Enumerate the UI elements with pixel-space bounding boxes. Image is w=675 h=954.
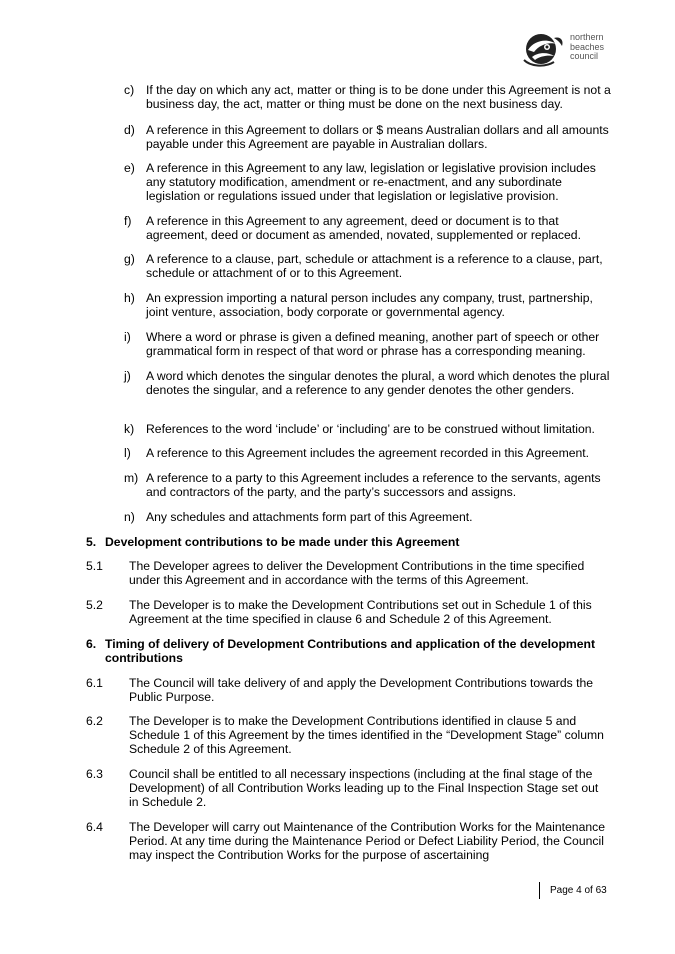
- council-logo-icon: [520, 30, 566, 68]
- clause: [86, 559, 616, 589]
- list-item-text: If the day on which any act, matter or thing is to be done under this Agreement is not a business day, the act, matter or thing must be done on the next business day.: [146, 83, 611, 112]
- list-item-text: A reference to this Agreement includes the agreement recorded in this Agreement.: [146, 446, 590, 460]
- section-title: Timing of delivery of Development Contributions and application of the development contributions: [105, 637, 596, 666]
- logo-line: beaches: [570, 41, 605, 52]
- list-item: [124, 330, 614, 360]
- clause-text: Council shall be entitled to all necessary inspections (including at the final stage of the Development) of all Contribution Works leading up to the Final Inspection Stage set out in Schedule 2.: [129, 767, 599, 810]
- clause: [86, 767, 616, 811]
- clause-text: The Developer is to make the Development Contributions identified in clause 5 and Schedule 1 of this Agreement by the times identified in the “Development Stage” column Schedule 2 of this Agreement.: [129, 714, 604, 757]
- clause-number: 5.2: [86, 598, 103, 612]
- footer-divider: [539, 882, 540, 899]
- list-item: [124, 123, 614, 153]
- list-item-marker: f): [124, 214, 132, 228]
- clause-text: The Council will take delivery of and apply the Development Contributions towards the Public Purpose.: [129, 676, 594, 705]
- list-item-marker: m): [124, 471, 139, 485]
- section-heading: [86, 535, 616, 551]
- list-item: [124, 161, 614, 205]
- list-item-marker: n): [124, 510, 135, 524]
- list-item-marker: e): [124, 161, 135, 175]
- list-item-marker: k): [124, 422, 135, 436]
- clause: [86, 820, 616, 864]
- section-heading: [86, 637, 616, 667]
- clause-text: The Developer agrees to deliver the Development Contributions in the time specified under this Agreement and in accordance with the terms of this Agreement.: [129, 559, 585, 588]
- clause: [86, 714, 616, 758]
- list-item: [124, 446, 614, 462]
- list-item-text: A reference in this Agreement to dollars or $ means Australian dollars and all amounts payable under this Agreement are payable in Australian dollars.: [146, 123, 609, 152]
- list-item-marker: j): [124, 369, 131, 383]
- list-item: [124, 510, 614, 526]
- list-item: [124, 422, 614, 438]
- list-item-text: Any schedules and attachments form part of this Agreement.: [146, 510, 473, 524]
- logo-line: northern: [570, 32, 604, 42]
- list-item-text: A reference to a party to this Agreement includes a reference to the servants, agents and contractors of the party, and the party’s successors and assigns.: [146, 471, 601, 500]
- list-item-marker: d): [124, 123, 135, 137]
- logo-text: [570, 33, 604, 62]
- logo-line: council: [570, 51, 599, 61]
- list-item: [124, 369, 614, 413]
- list-item-marker: h): [124, 291, 135, 305]
- clause-number: 6.3: [86, 767, 103, 781]
- list-item: [124, 252, 614, 282]
- list-item-text: A reference in this Agreement to any law, legislation or legislative provision includes any statutory modification, amendment or re-enactment, and any subordinate legislation or regulations issued under that legislation or legislative provision.: [146, 161, 596, 204]
- section-number: 5.: [86, 535, 97, 549]
- list-item-text: A word which denotes the singular denotes the plural, a word which denotes the plural denotes the singular, and a reference to any gender denotes the other genders.: [146, 369, 610, 398]
- council-logo: [520, 30, 640, 70]
- clause-text: The Developer is to make the Development Contributions set out in Schedule 1 of this Agreement at the time specified in clause 6 and Schedule 2 of this Agreement.: [129, 598, 592, 627]
- list-item-text: Where a word or phrase is given a defined meaning, another part of speech or other grammatical form in respect of that word or phrase has a corresponding meaning.: [146, 330, 600, 359]
- list-item-marker: i): [124, 330, 131, 344]
- clause-number: 6.4: [86, 820, 103, 834]
- list-item-text: An expression importing a natural person includes any company, trust, partnership, joint venture, association, body corporate or governmental agency.: [146, 291, 593, 320]
- clause: [86, 598, 616, 628]
- clause-text: The Developer will carry out Maintenance of the Contribution Works for the Maintenance Period. At any time during the Maintenance Period or Defect Liability Period, the Council may inspect the Contribution Works for the purpose of ascertaining: [129, 820, 606, 863]
- clause-number: 5.1: [86, 559, 103, 573]
- list-item: [124, 83, 614, 113]
- section-title: Development contributions to be made under this Agreement: [105, 535, 460, 549]
- list-item-marker: g): [124, 252, 135, 266]
- list-item-text: A reference to a clause, part, schedule or attachment is a reference to a clause, part, schedule or attachment of or to this Agreement.: [146, 252, 603, 281]
- list-item-text: References to the word ‘include’ or ‘including’ are to be construed without limitation.: [146, 422, 595, 436]
- clause-number: 6.2: [86, 714, 103, 728]
- list-item-text: A reference in this Agreement to any agreement, deed or document is to that agreement, deed or document as amended, novated, supplemented or replaced.: [146, 214, 581, 243]
- page-number: Page 4 of 63: [550, 885, 607, 896]
- list-item: [124, 471, 614, 501]
- list-item: [124, 214, 614, 244]
- clause-number: 6.1: [86, 676, 103, 690]
- clause: [86, 676, 616, 706]
- list-item: [124, 291, 614, 321]
- list-item-marker: l): [124, 446, 131, 460]
- list-item-marker: c): [124, 83, 135, 97]
- section-number: 6.: [86, 637, 97, 651]
